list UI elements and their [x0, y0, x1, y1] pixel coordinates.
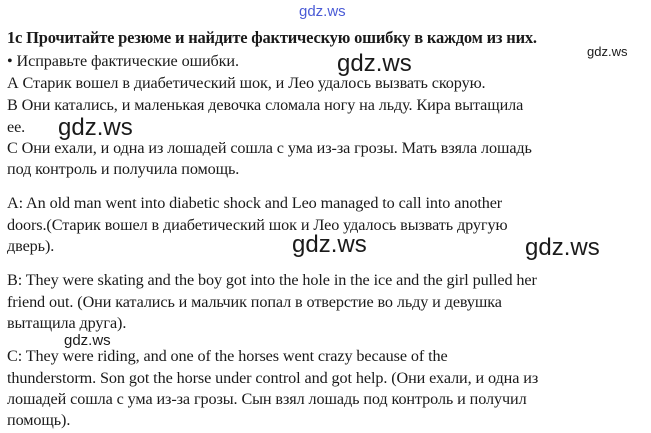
- watermark-large-center: gdz.ws: [292, 231, 367, 258]
- exercise-title: 1с Прочитайте резюме и найдите фактическую ошибку в каждом из них.: [7, 28, 537, 47]
- summary-ru-a: А Старик вошел в диабетический шок, и Лео удалось вызвать скорую.: [7, 74, 486, 92]
- summary-ru-b-line1: В Они катались, и маленькая девочка сломала ногу на льду. Кира вытащила: [7, 96, 524, 114]
- summary-ru-c-line1: С Они ехали, и одна из лошадей сошла с ума из-за грозы. Мать взяла лошадь: [7, 139, 532, 157]
- watermark-large-upper: gdz.ws: [337, 50, 412, 77]
- watermark-large-left: gdz.ws: [58, 114, 133, 141]
- answer-c-line2: thunderstorm. Son got the horse under control and got help. (Они ехали, и одна из: [7, 369, 539, 387]
- watermark-large-right: gdz.ws: [525, 234, 600, 261]
- answer-a-line2: doors.(Старик вошел в диабетический шок и Лео удалось вызвать другую: [7, 216, 508, 234]
- watermark-small-right: gdz.ws: [587, 44, 628, 59]
- task-instruction: • Исправьте фактические ошибки.: [7, 52, 239, 70]
- watermark-small-lower: gdz.ws: [64, 332, 111, 349]
- watermark-top: gdz.ws: [299, 3, 346, 20]
- summary-ru-b-line2: ее.: [7, 118, 26, 136]
- answer-b-line2: friend out. (Они катались и мальчик попал в отверстие во льду и девушка: [7, 293, 502, 311]
- answer-b-line1: B: They were skating and the boy got into the hole in the ice and the girl pulled her: [7, 271, 537, 289]
- summary-ru-c-line2: под контроль и получила помощь.: [7, 160, 240, 178]
- answer-a-line1: A: An old man went into diabetic shock and Leo managed to call into another: [7, 194, 503, 212]
- answer-a-line3: дверь).: [7, 237, 55, 255]
- answer-c-line4: помощь).: [7, 411, 71, 429]
- answer-c-line1: C: They were riding, and one of the horses went crazy because of the: [7, 347, 448, 365]
- answer-b-line3: вытащила друга).: [7, 314, 127, 332]
- answer-c-line3: лошадей сошла с ума из-за грозы. Сын взял лошадь под контроль и получил: [7, 390, 527, 408]
